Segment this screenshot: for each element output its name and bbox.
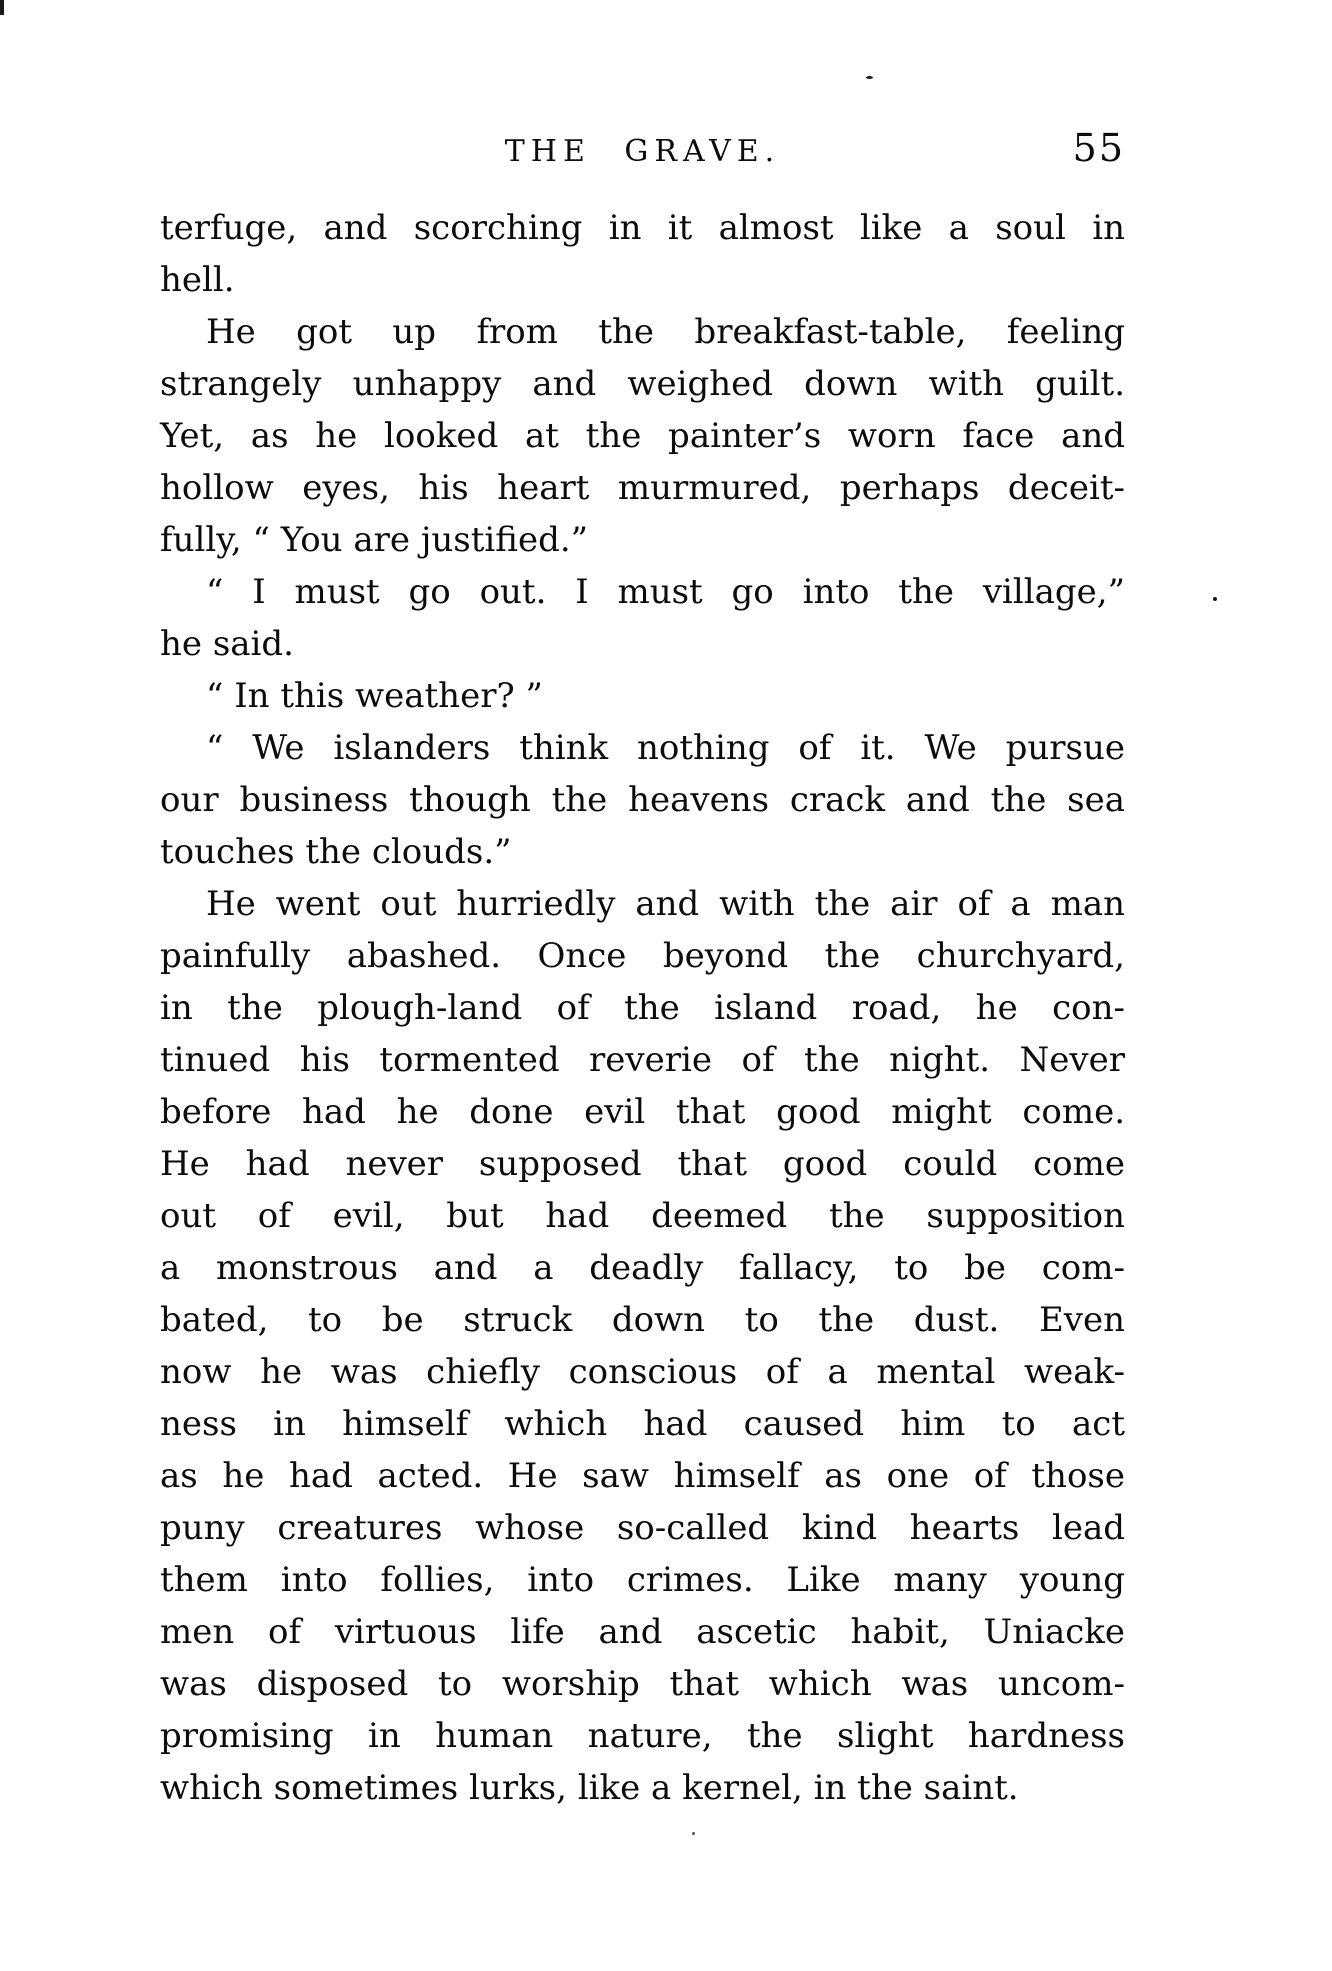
text-line: He got up from the breakfast-table, feeling bbox=[206, 312, 1125, 352]
text-line: “ In this weather? ” bbox=[206, 676, 543, 716]
text-line: tinued his tormented reverie of the night. Never bbox=[160, 1040, 1125, 1080]
text-line: painfully abashed. Once beyond the churchyard, bbox=[160, 936, 1125, 976]
text-line: a monstrous and a deadly fallacy, to be com- bbox=[160, 1248, 1125, 1288]
scan-speck bbox=[866, 76, 873, 79]
text-line: men of virtuous life and ascetic habit, Uniacke bbox=[160, 1612, 1125, 1652]
paragraph bbox=[160, 722, 1125, 878]
text-line: out of evil, but had deemed the supposition bbox=[160, 1196, 1125, 1236]
paragraph bbox=[160, 670, 1125, 722]
text-line: Yet, as he looked at the painter’s worn face and bbox=[160, 416, 1125, 456]
text-line: which sometimes lurks, like a kernel, in the saint. bbox=[160, 1768, 1019, 1808]
text-line: before had he done evil that good might come. bbox=[160, 1092, 1125, 1132]
text-line: was disposed to worship that which was uncom- bbox=[160, 1664, 1125, 1704]
text-line: hell. bbox=[160, 260, 235, 300]
text-line: “ I must go out. I must go into the village,” bbox=[206, 572, 1125, 612]
scan-speck bbox=[0, 0, 4, 15]
text-line: fully, “ You are justified.” bbox=[160, 520, 589, 560]
text-line: He went out hurriedly and with the air of a man bbox=[206, 884, 1125, 924]
text-line: promising in human nature, the slight hardness bbox=[160, 1716, 1125, 1756]
page-body bbox=[160, 202, 1125, 1814]
text-line: our business though the heavens crack and the sea bbox=[160, 780, 1125, 820]
text-line: strangely unhappy and weighed down with guilt. bbox=[160, 364, 1125, 404]
text-line: terfuge, and scorching in it almost like a soul in bbox=[160, 208, 1125, 248]
page-number: 55 bbox=[1072, 126, 1125, 170]
scan-speck bbox=[1213, 597, 1217, 601]
text-line: touches the clouds.” bbox=[160, 832, 512, 872]
text-block bbox=[160, 126, 1125, 1814]
text-line: he said. bbox=[160, 624, 294, 664]
paragraph bbox=[160, 202, 1125, 306]
text-line: now he was chiefly conscious of a mental weak- bbox=[160, 1352, 1125, 1392]
text-line: “ We islanders think nothing of it. We pursue bbox=[206, 728, 1125, 768]
paragraph bbox=[160, 878, 1125, 1814]
page-header bbox=[160, 126, 1125, 170]
text-line: in the plough-land of the island road, he con- bbox=[160, 988, 1125, 1028]
text-line: puny creatures whose so-called kind hearts lead bbox=[160, 1508, 1125, 1548]
text-line: ness in himself which had caused him to act bbox=[160, 1404, 1125, 1444]
paragraph bbox=[160, 306, 1125, 566]
running-title: THE GRAVE. bbox=[504, 134, 781, 169]
text-line: bated, to be struck down to the dust. Even bbox=[160, 1300, 1125, 1340]
paragraph bbox=[160, 566, 1125, 670]
text-line: them into follies, into crimes. Like many young bbox=[160, 1560, 1125, 1600]
scan-speck bbox=[692, 1832, 695, 1835]
text-line: hollow eyes, his heart murmured, perhaps deceit- bbox=[160, 468, 1125, 508]
text-line: as he had acted. He saw himself as one of those bbox=[160, 1456, 1125, 1496]
text-line: He had never supposed that good could come bbox=[160, 1144, 1125, 1184]
